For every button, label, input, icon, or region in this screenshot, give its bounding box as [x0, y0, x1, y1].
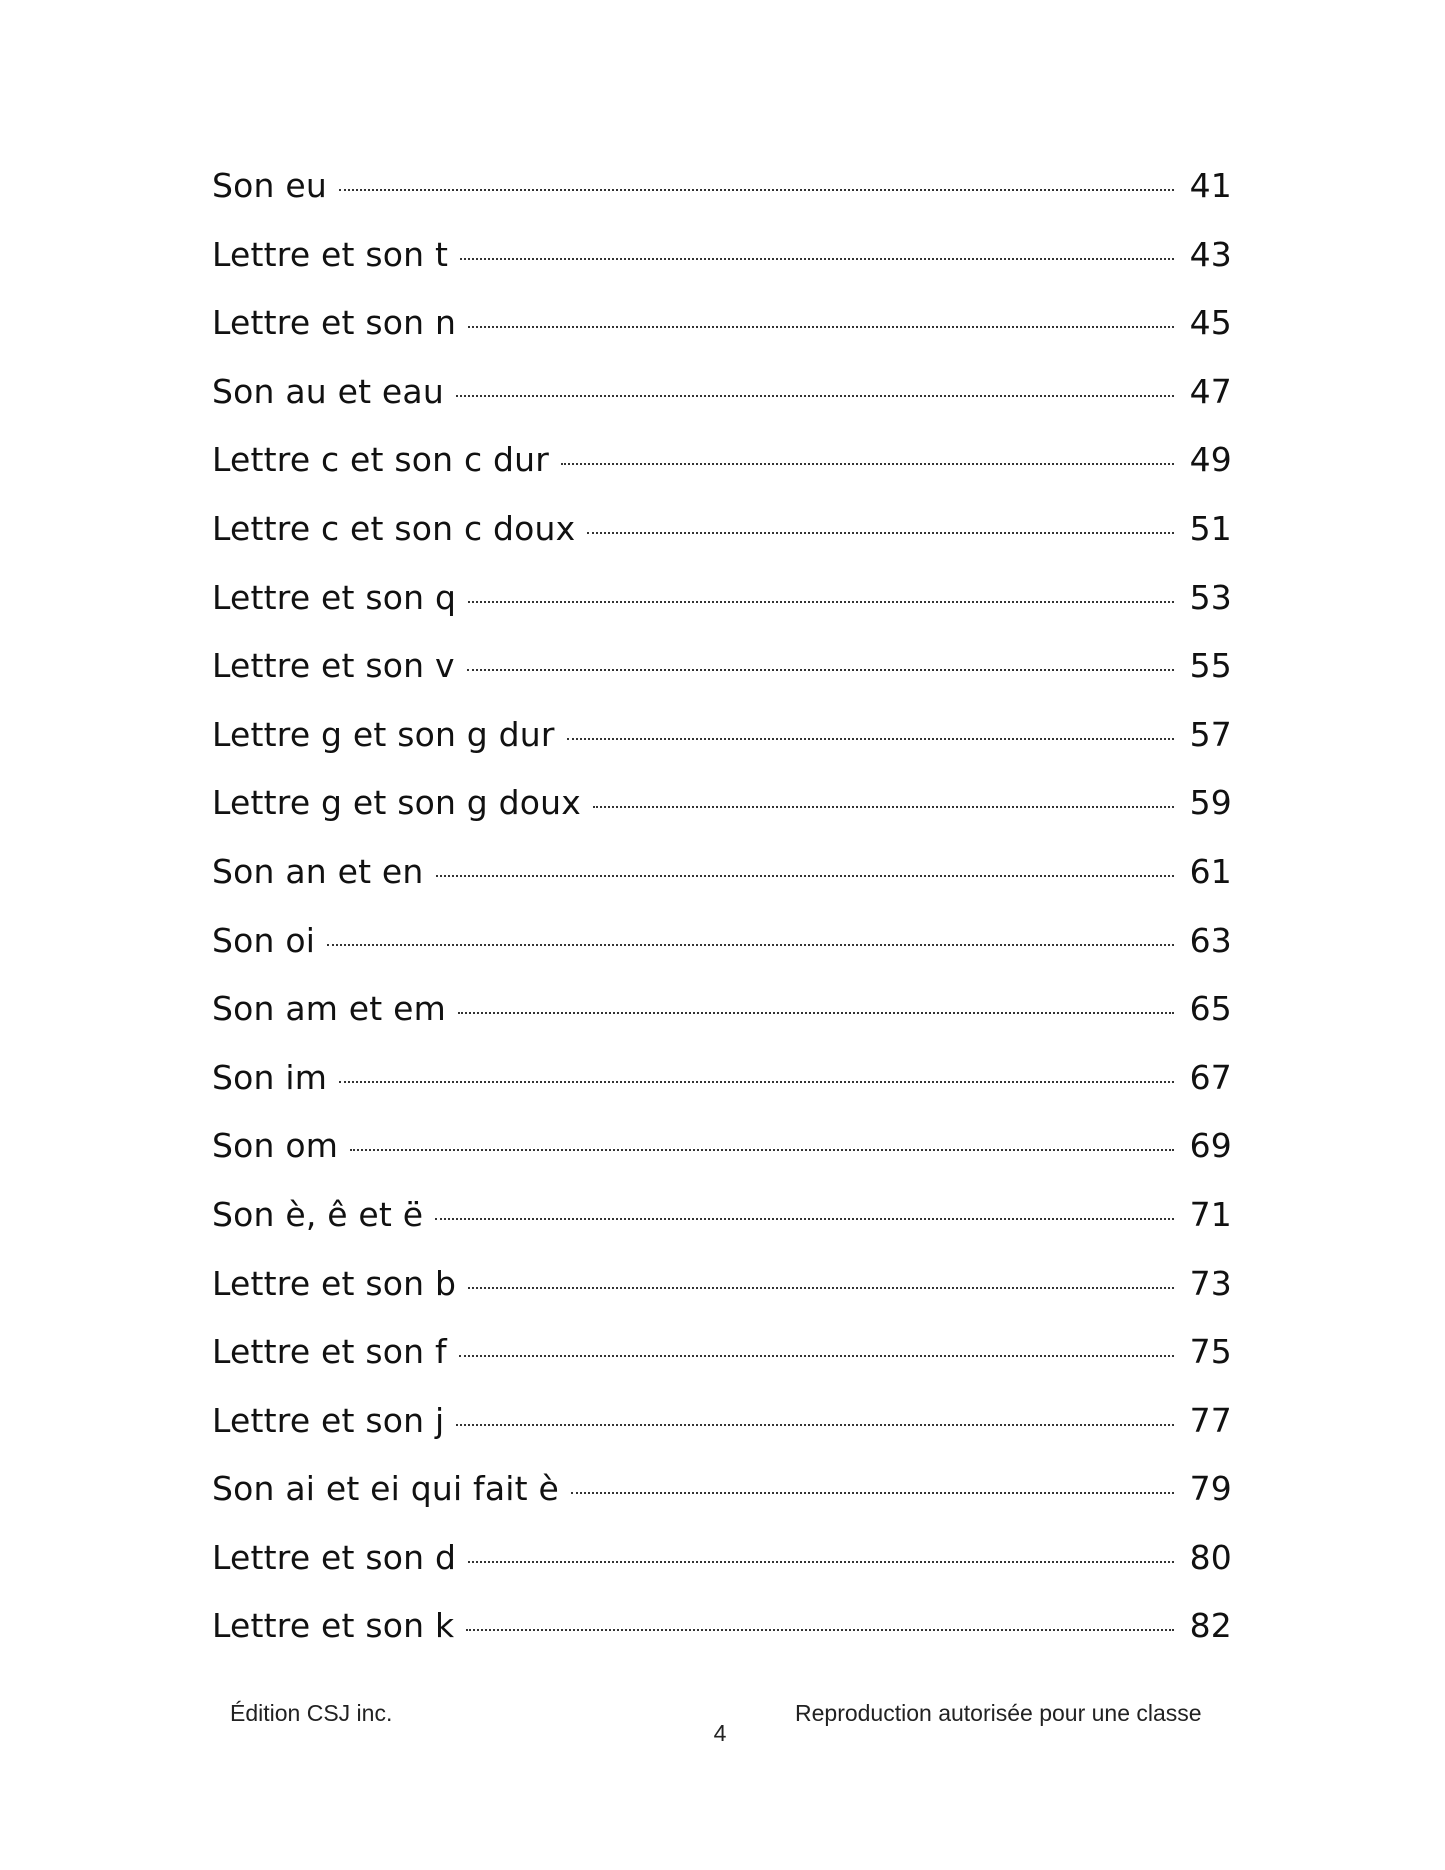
toc-entry [212, 783, 1232, 852]
toc-entry-page: 59 [1189, 783, 1232, 823]
toc-entry [212, 715, 1232, 784]
toc-entry-title: Lettre et son b [212, 1263, 457, 1303]
toc-entry-page: 47 [1189, 371, 1232, 411]
toc-entry-page: 79 [1189, 1469, 1232, 1509]
dot-leader [571, 1492, 1174, 1494]
dot-leader [327, 944, 1174, 946]
dot-leader [350, 1149, 1174, 1151]
toc-entry [212, 303, 1232, 372]
toc-entry-title: Son è, ê et ë [212, 1194, 424, 1234]
toc-entry [212, 921, 1232, 990]
toc-entry-page: 51 [1189, 508, 1232, 548]
toc-entry-title: Lettre et son k [212, 1606, 455, 1646]
toc-entry-title: Lettre et son f [212, 1332, 447, 1372]
dot-leader [460, 258, 1174, 260]
dot-leader [593, 806, 1174, 808]
toc-entry [212, 235, 1232, 304]
footer-publisher: Édition CSJ inc. [230, 1700, 393, 1726]
footer-rights-notice: Reproduction autorisée pour une classe [795, 1700, 1202, 1726]
dot-leader [459, 1355, 1174, 1357]
toc-entry-page: 45 [1189, 303, 1232, 343]
toc-entry-title: Lettre et son j [212, 1400, 445, 1440]
toc-entry-page: 43 [1189, 234, 1232, 274]
toc-entry-page: 63 [1189, 920, 1232, 960]
toc-entry-page: 73 [1189, 1263, 1232, 1303]
toc-entry-title: Lettre c et son c dur [212, 440, 550, 480]
toc-entry [212, 1195, 1232, 1264]
dot-leader [567, 738, 1174, 740]
dot-leader [468, 326, 1174, 328]
toc-entry-title: Lettre c et son c doux [212, 508, 576, 548]
toc-entry-title: Lettre et son t [212, 234, 449, 274]
toc-entry-page: 53 [1189, 577, 1232, 617]
toc-entry-page: 61 [1189, 851, 1232, 891]
dot-leader [468, 1561, 1174, 1563]
toc-entry-title: Lettre et son d [212, 1537, 457, 1577]
dot-leader [339, 189, 1174, 191]
toc-entry-title: Son oi [212, 920, 316, 960]
toc-entry-page: 80 [1189, 1537, 1232, 1577]
toc-entry-title: Son im [212, 1057, 328, 1097]
toc-entry [212, 1606, 1232, 1675]
toc-entry-page: 65 [1189, 989, 1232, 1029]
toc-entry-page: 69 [1189, 1126, 1232, 1166]
toc-entry [212, 166, 1232, 235]
toc-entry-page: 55 [1189, 646, 1232, 686]
toc-entry-title: Son am et em [212, 989, 446, 1029]
toc-entry [212, 1126, 1232, 1195]
toc-entry-page: 75 [1189, 1332, 1232, 1372]
dot-leader [467, 669, 1174, 671]
toc-entry [212, 1264, 1232, 1333]
toc-entry-title: Lettre g et son g doux [212, 783, 581, 823]
toc-entry [212, 1538, 1232, 1607]
toc-entry-title: Son au et eau [212, 371, 444, 411]
toc-entry-page: 67 [1189, 1057, 1232, 1097]
toc-entry-page: 41 [1189, 166, 1232, 205]
dot-leader [468, 1287, 1174, 1289]
toc-entry-page: 57 [1189, 714, 1232, 754]
toc-entry [212, 1332, 1232, 1401]
toc-entry [212, 852, 1232, 921]
toc-entry-page: 49 [1189, 440, 1232, 480]
toc-entry-title: Lettre et son n [212, 303, 457, 343]
dot-leader [339, 1081, 1174, 1083]
dot-leader [456, 395, 1174, 397]
toc-entry-title: Son om [212, 1126, 339, 1166]
toc-entry [212, 372, 1232, 441]
toc-entry-title: Son an et en [212, 851, 424, 891]
dot-leader [587, 532, 1174, 534]
toc-entry-title: Lettre et son q [212, 577, 457, 617]
toc-entry [212, 509, 1232, 578]
dot-leader [466, 1629, 1174, 1631]
dot-leader [456, 1424, 1174, 1426]
dot-leader [435, 1218, 1174, 1220]
toc-entry [212, 646, 1232, 715]
dot-leader [458, 1012, 1174, 1014]
toc-entry-page: 77 [1189, 1400, 1232, 1440]
table-of-contents [212, 166, 1232, 1675]
toc-entry [212, 440, 1232, 509]
toc-entry-title: Lettre et son v [212, 646, 455, 686]
dot-leader [468, 601, 1174, 603]
toc-entry [212, 1058, 1232, 1127]
toc-entry-page: 71 [1189, 1194, 1232, 1234]
toc-entry-title: Son eu [212, 166, 327, 205]
toc-entry [212, 1401, 1232, 1470]
toc-entry-page: 82 [1189, 1606, 1232, 1646]
dot-leader [561, 463, 1174, 465]
toc-entry-title: Lettre g et son g dur [212, 714, 555, 754]
toc-entry [212, 989, 1232, 1058]
footer-page-number: 4 [713, 1720, 727, 1746]
toc-entry [212, 1469, 1232, 1538]
dot-leader [436, 875, 1174, 877]
toc-entry-title: Son ai et ei qui fait è [212, 1469, 559, 1509]
toc-entry [212, 578, 1232, 647]
